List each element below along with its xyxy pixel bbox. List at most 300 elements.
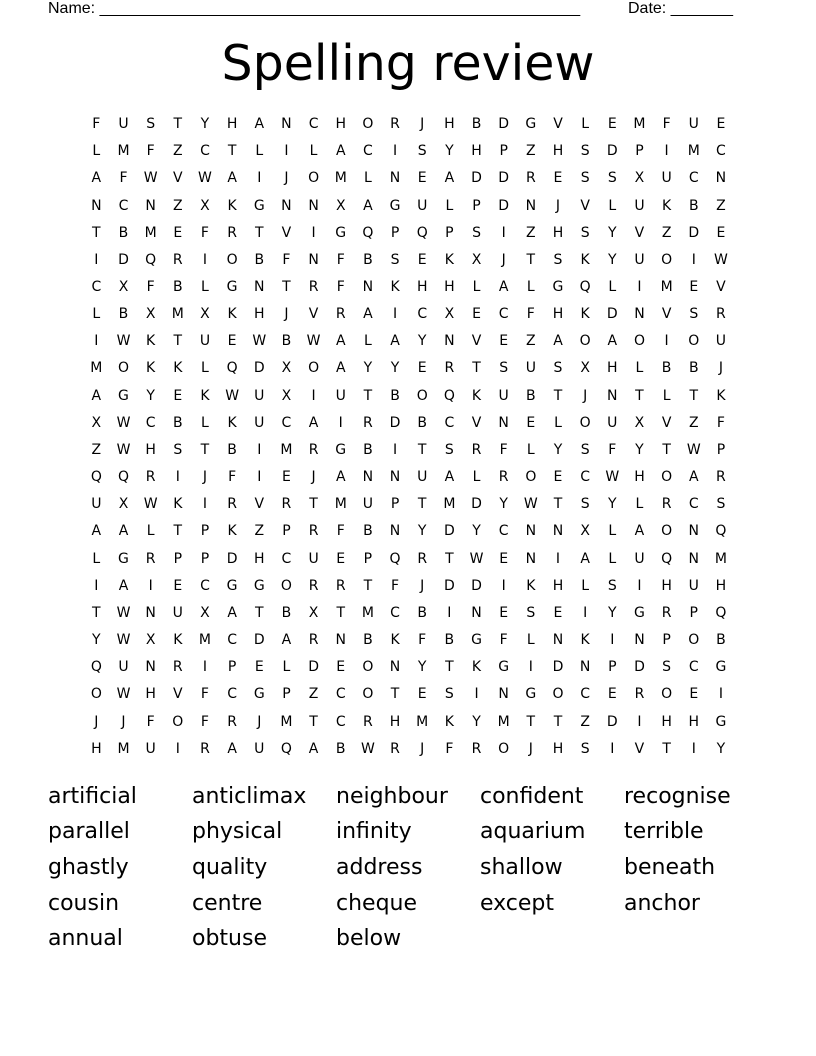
- grid-letter: Y: [390, 360, 400, 377]
- grid-letter: K: [390, 632, 401, 649]
- grid-letter: T: [417, 496, 427, 513]
- grid-letter: F: [716, 414, 726, 431]
- word-list-item: address: [336, 854, 423, 880]
- grid-letter: Q: [145, 251, 157, 268]
- grid-letter: S: [472, 224, 482, 241]
- grid-letter: W: [523, 496, 539, 513]
- grid-row: [83, 681, 735, 708]
- grid-letter: P: [282, 523, 292, 540]
- grid-letter: I: [311, 224, 317, 241]
- grid-letter: H: [634, 469, 646, 486]
- grid-letter: M: [633, 116, 646, 133]
- grid-letter: T: [472, 360, 482, 377]
- worksheet-header: [48, 0, 748, 18]
- grid-letter: T: [553, 713, 563, 730]
- grid-letter: N: [335, 632, 347, 649]
- grid-letter: A: [118, 577, 129, 594]
- grid-letter: E: [281, 469, 292, 486]
- grid-letter: R: [227, 224, 238, 241]
- grid-letter: I: [311, 387, 317, 404]
- grid-letter: N: [715, 170, 727, 187]
- grid-row: [83, 138, 735, 165]
- grid-letter: T: [92, 224, 102, 241]
- grid-letter: X: [281, 387, 292, 404]
- grid-letter: W: [116, 414, 131, 431]
- grid-letter: Y: [445, 143, 455, 160]
- page-title: Spelling review: [221, 35, 595, 92]
- grid-letter: K: [173, 496, 183, 513]
- grid-letter: U: [91, 496, 102, 513]
- word-list-item: infinity: [336, 819, 412, 845]
- grid-letter: L: [608, 550, 617, 567]
- grid-letter: L: [201, 279, 210, 296]
- grid-letter: N: [308, 197, 320, 214]
- grid-letter: A: [335, 333, 347, 350]
- grid-letter: L: [554, 414, 563, 431]
- grid-letter: F: [445, 740, 454, 757]
- grid-letter: P: [445, 224, 455, 241]
- grid-letter: N: [552, 523, 564, 540]
- grid-letter: D: [606, 306, 619, 323]
- grid-letter: U: [688, 577, 700, 594]
- grid-letter: K: [716, 387, 727, 404]
- grid-letter: R: [335, 577, 347, 594]
- grid-letter: W: [714, 251, 729, 268]
- grid-letter: V: [634, 224, 645, 241]
- grid-row: [83, 274, 735, 301]
- grid-letter: L: [662, 387, 672, 404]
- grid-letter: E: [254, 659, 265, 676]
- grid-letter: I: [392, 441, 398, 458]
- grid-letter: B: [363, 523, 374, 540]
- grid-letter: N: [389, 469, 401, 486]
- grid-letter: S: [580, 740, 591, 757]
- grid-letter: Y: [608, 251, 618, 268]
- grid-letter: O: [280, 577, 293, 594]
- grid-letter: T: [390, 686, 400, 703]
- grid-row: [83, 464, 735, 491]
- grid-letter: T: [635, 387, 645, 404]
- grid-letter: C: [688, 659, 700, 676]
- grid-letter: I: [338, 414, 344, 431]
- grid-letter: S: [444, 441, 455, 458]
- grid-letter: V: [661, 306, 672, 323]
- word-list-item: recognise: [624, 783, 731, 809]
- grid-letter: N: [607, 387, 619, 404]
- grid-row: [83, 600, 735, 627]
- grid-letter: V: [553, 116, 564, 133]
- grid-letter: J: [555, 197, 561, 214]
- grid-row: [83, 220, 735, 247]
- grid-letter: H: [335, 116, 347, 133]
- grid-letter: U: [417, 197, 428, 214]
- grid-letter: K: [444, 713, 455, 730]
- grid-letter: M: [497, 713, 511, 730]
- grid-letter: C: [444, 414, 455, 431]
- grid-letter: N: [498, 686, 510, 703]
- grid-letter: E: [499, 333, 509, 350]
- grid-letter: C: [200, 143, 211, 160]
- grid-letter: M: [334, 170, 348, 187]
- grid-letter: H: [552, 577, 564, 594]
- grid-letter: Q: [117, 469, 130, 486]
- grid-letter: A: [227, 170, 238, 187]
- grid-letter: N: [362, 279, 374, 296]
- grid-letter: L: [526, 279, 536, 296]
- grid-letter: V: [716, 279, 727, 296]
- grid-letter: N: [579, 659, 591, 676]
- grid-letter: O: [362, 116, 374, 133]
- grid-letter: Q: [226, 360, 239, 377]
- grid-letter: B: [688, 197, 700, 214]
- grid-letter: P: [200, 550, 210, 567]
- grid-letter: X: [580, 360, 591, 377]
- grid-letter: G: [715, 713, 727, 730]
- grid-letter: M: [361, 604, 375, 621]
- grid-letter: H: [715, 577, 727, 594]
- grid-letter: H: [661, 713, 673, 730]
- word-list-item: terrible: [624, 819, 704, 845]
- grid-letter: R: [145, 469, 156, 486]
- grid-letter: C: [688, 170, 700, 187]
- grid-letter: L: [608, 197, 617, 214]
- grid-letter: O: [498, 740, 510, 757]
- grid-letter: T: [173, 333, 183, 350]
- grid-letter: G: [253, 577, 266, 594]
- grid-letter: H: [471, 143, 483, 160]
- grid-letter: A: [335, 360, 347, 377]
- grid-letter: J: [420, 740, 425, 757]
- word-list-item: quality: [192, 854, 268, 880]
- grid-letter: Y: [363, 360, 373, 377]
- word-list-item: shallow: [480, 854, 563, 880]
- grid-letter: P: [227, 659, 237, 676]
- grid-letter: F: [499, 441, 509, 458]
- grid-letter: C: [716, 143, 727, 160]
- grid-letter: B: [172, 414, 184, 431]
- grid-letter: P: [173, 550, 183, 567]
- grid-letter: I: [202, 659, 208, 676]
- grid-letter: T: [526, 251, 536, 268]
- grid-letter: Z: [308, 686, 319, 703]
- grid-letter: A: [227, 604, 238, 621]
- grid-row: [83, 708, 735, 735]
- grid-letter: N: [281, 116, 293, 133]
- grid-letter: F: [336, 251, 346, 268]
- grid-letter: B: [688, 360, 700, 377]
- grid-letter: F: [200, 224, 210, 241]
- grid-letter: K: [227, 306, 238, 323]
- grid-letter: T: [309, 496, 319, 513]
- grid-letter: X: [91, 414, 102, 431]
- word-list-row: [48, 779, 768, 815]
- grid-letter: C: [308, 116, 319, 133]
- grid-letter: N: [444, 333, 456, 350]
- grid-letter: T: [445, 659, 455, 676]
- grid-letter: E: [553, 604, 563, 621]
- grid-row: [83, 247, 735, 274]
- grid-letter: T: [363, 577, 373, 594]
- grid-letter: R: [417, 550, 428, 567]
- grid-letter: Q: [389, 550, 402, 567]
- grid-letter: C: [390, 604, 401, 621]
- grid-letter: I: [610, 740, 615, 757]
- grid-letter: W: [360, 740, 376, 757]
- grid-letter: H: [91, 740, 103, 757]
- grid-letter: Q: [715, 604, 727, 621]
- word-list-item: parallel: [48, 819, 130, 845]
- grid-letter: O: [117, 360, 130, 377]
- grid-letter: K: [526, 577, 536, 594]
- grid-letter: R: [363, 414, 374, 431]
- grid-letter: W: [116, 604, 131, 621]
- grid-letter: R: [363, 713, 374, 730]
- grid-letter: S: [662, 659, 672, 676]
- grid-letter: X: [281, 360, 292, 377]
- grid-letter: C: [200, 577, 211, 594]
- grid-letter: E: [173, 224, 183, 241]
- grid-letter: I: [691, 251, 697, 268]
- grid-letter: Z: [254, 523, 265, 540]
- word-list-item: cheque: [336, 890, 418, 916]
- grid-letter: M: [416, 713, 429, 730]
- word-list-item: aquarium: [480, 819, 586, 845]
- grid-letter: D: [118, 251, 130, 268]
- grid-letter: B: [390, 387, 401, 404]
- grid-letter: F: [146, 279, 156, 296]
- grid-letter: B: [281, 604, 292, 621]
- grid-letter: K: [173, 632, 183, 649]
- grid-letter: E: [689, 279, 699, 296]
- grid-letter: A: [363, 197, 374, 214]
- grid-letter: I: [148, 577, 154, 594]
- grid-letter: U: [715, 333, 727, 350]
- grid-letter: G: [634, 604, 646, 621]
- grid-letter: G: [715, 659, 727, 676]
- word-list-item: centre: [192, 890, 263, 916]
- grid-letter: T: [445, 550, 455, 567]
- grid-letter: Z: [716, 197, 727, 214]
- grid-letter: B: [254, 251, 265, 268]
- grid-letter: L: [92, 306, 101, 323]
- word-list-item: cousin: [48, 890, 120, 916]
- grid-letter: E: [499, 550, 509, 567]
- grid-letter: D: [498, 116, 510, 133]
- grid-letter: N: [688, 523, 700, 540]
- grid-letter: G: [552, 279, 564, 296]
- grid-letter: Z: [580, 713, 591, 730]
- grid-letter: Y: [92, 632, 102, 649]
- grid-letter: D: [226, 550, 238, 567]
- grid-letter: I: [392, 306, 398, 323]
- grid-row: [83, 192, 735, 219]
- grid-letter: N: [389, 523, 401, 540]
- grid-letter: K: [146, 360, 156, 377]
- grid-letter: Y: [608, 224, 618, 241]
- grid-letter: V: [471, 333, 482, 350]
- grid-letter: M: [660, 279, 674, 296]
- grid-letter: H: [254, 550, 266, 567]
- grid-letter: W: [116, 333, 131, 350]
- grid-letter: C: [91, 279, 102, 296]
- grid-letter: E: [526, 414, 536, 431]
- grid-letter: U: [199, 333, 211, 350]
- grid-letter: C: [281, 550, 292, 567]
- grid-letter: S: [526, 604, 536, 621]
- grid-row: [83, 437, 735, 464]
- grid-letter: L: [472, 279, 481, 296]
- grid-letter: T: [553, 496, 563, 513]
- grid-letter: M: [687, 143, 701, 160]
- grid-letter: J: [420, 577, 425, 594]
- grid-letter: C: [363, 143, 374, 160]
- grid-letter: D: [389, 414, 401, 431]
- grid-letter: Y: [635, 441, 645, 458]
- grid-letter: A: [91, 170, 102, 187]
- grid-letter: N: [145, 659, 157, 676]
- grid-letter: Y: [608, 496, 618, 513]
- grid-letter: P: [390, 224, 400, 241]
- grid-letter: W: [469, 550, 484, 567]
- grid-letter: M: [334, 496, 348, 513]
- grid-letter: K: [471, 387, 482, 404]
- grid-letter: B: [444, 632, 455, 649]
- grid-letter: V: [634, 740, 645, 757]
- grid-letter: B: [172, 279, 184, 296]
- grid-letter: L: [92, 550, 101, 567]
- grid-letter: T: [200, 441, 210, 458]
- word-search-grid: [83, 111, 735, 763]
- grid-letter: X: [335, 197, 347, 214]
- grid-letter: N: [281, 197, 293, 214]
- grid-letter: A: [580, 550, 591, 567]
- grid-letter: U: [118, 116, 130, 133]
- grid-letter: T: [173, 523, 183, 540]
- grid-letter: J: [257, 713, 262, 730]
- grid-letter: R: [525, 170, 537, 187]
- grid-letter: I: [175, 469, 181, 486]
- grid-letter: A: [688, 469, 700, 486]
- grid-letter: R: [281, 496, 292, 513]
- grid-letter: P: [200, 523, 210, 540]
- grid-letter: Y: [146, 387, 156, 404]
- grid-letter: B: [417, 414, 428, 431]
- grid-letter: N: [145, 604, 157, 621]
- grid-row: [83, 491, 735, 518]
- grid-letter: L: [309, 143, 318, 160]
- grid-letter: H: [661, 577, 673, 594]
- grid-letter: P: [363, 550, 373, 567]
- grid-letter: D: [634, 659, 646, 676]
- grid-letter: I: [257, 469, 262, 486]
- grid-letter: O: [661, 686, 673, 703]
- grid-letter: K: [227, 414, 238, 431]
- grid-letter: N: [91, 197, 103, 214]
- grid-letter: I: [202, 251, 208, 268]
- grid-letter: W: [225, 387, 240, 404]
- grid-letter: I: [257, 170, 262, 187]
- grid-letter: D: [443, 523, 456, 540]
- grid-letter: T: [689, 387, 699, 404]
- grid-letter: W: [198, 170, 213, 187]
- grid-letter: R: [471, 740, 482, 757]
- grid-letter: Q: [90, 469, 103, 486]
- grid-letter: O: [308, 360, 320, 377]
- grid-letter: T: [553, 387, 563, 404]
- grid-letter: I: [555, 550, 561, 567]
- grid-letter: B: [335, 740, 347, 757]
- grid-letter: F: [200, 713, 210, 730]
- grid-letter: F: [499, 632, 509, 649]
- grid-letter: Y: [472, 713, 482, 730]
- grid-letter: Y: [417, 659, 427, 676]
- grid-letter: P: [472, 197, 482, 214]
- grid-letter: F: [146, 143, 156, 160]
- grid-letter: W: [143, 496, 159, 513]
- grid-letter: T: [282, 279, 292, 296]
- grid-letter: M: [280, 441, 293, 458]
- grid-row: [83, 654, 735, 681]
- grid-letter: A: [634, 523, 645, 540]
- grid-letter: W: [116, 441, 131, 458]
- grid-letter: W: [686, 441, 702, 458]
- word-list-item: below: [336, 926, 402, 952]
- grid-letter: R: [200, 740, 211, 757]
- grid-letter: G: [498, 659, 510, 676]
- grid-row: [83, 383, 735, 410]
- grid-letter: A: [390, 333, 401, 350]
- grid-letter: H: [389, 713, 401, 730]
- word-list-item: anchor: [624, 890, 700, 916]
- grid-letter: D: [471, 170, 483, 187]
- grid-letter: C: [335, 713, 347, 730]
- grid-row: [83, 518, 735, 545]
- grid-letter: N: [471, 604, 483, 621]
- grid-letter: G: [226, 577, 239, 594]
- grid-letter: H: [416, 279, 428, 296]
- word-list-item: ghastly: [48, 854, 129, 880]
- grid-letter: H: [145, 686, 157, 703]
- grid-letter: V: [471, 414, 482, 431]
- grid-letter: Z: [173, 197, 184, 214]
- grid-letter: C: [118, 197, 129, 214]
- grid-letter: R: [661, 496, 672, 513]
- grid-letter: S: [580, 143, 591, 160]
- grid-letter: E: [173, 577, 183, 594]
- grid-letter: L: [526, 632, 536, 649]
- grid-letter: F: [119, 170, 129, 187]
- grid-letter: A: [91, 523, 102, 540]
- grid-letter: M: [443, 496, 456, 513]
- word-list-item: neighbour: [336, 783, 448, 809]
- grid-letter: D: [471, 577, 483, 594]
- grid-letter: E: [553, 170, 563, 187]
- word-list-item: beneath: [624, 854, 716, 880]
- grid-letter: L: [201, 414, 210, 431]
- grid-letter: I: [501, 224, 507, 241]
- grid-letter: U: [634, 550, 646, 567]
- grid-letter: E: [417, 360, 428, 377]
- grid-row: [83, 410, 735, 437]
- grid-letter: R: [308, 279, 319, 296]
- grid-letter: R: [308, 441, 319, 458]
- grid-letter: F: [336, 523, 346, 540]
- grid-letter: J: [284, 170, 289, 187]
- grid-letter: L: [581, 116, 590, 133]
- word-list-row: [48, 886, 768, 922]
- grid-letter: R: [390, 740, 401, 757]
- word-list-item: physical: [192, 819, 283, 845]
